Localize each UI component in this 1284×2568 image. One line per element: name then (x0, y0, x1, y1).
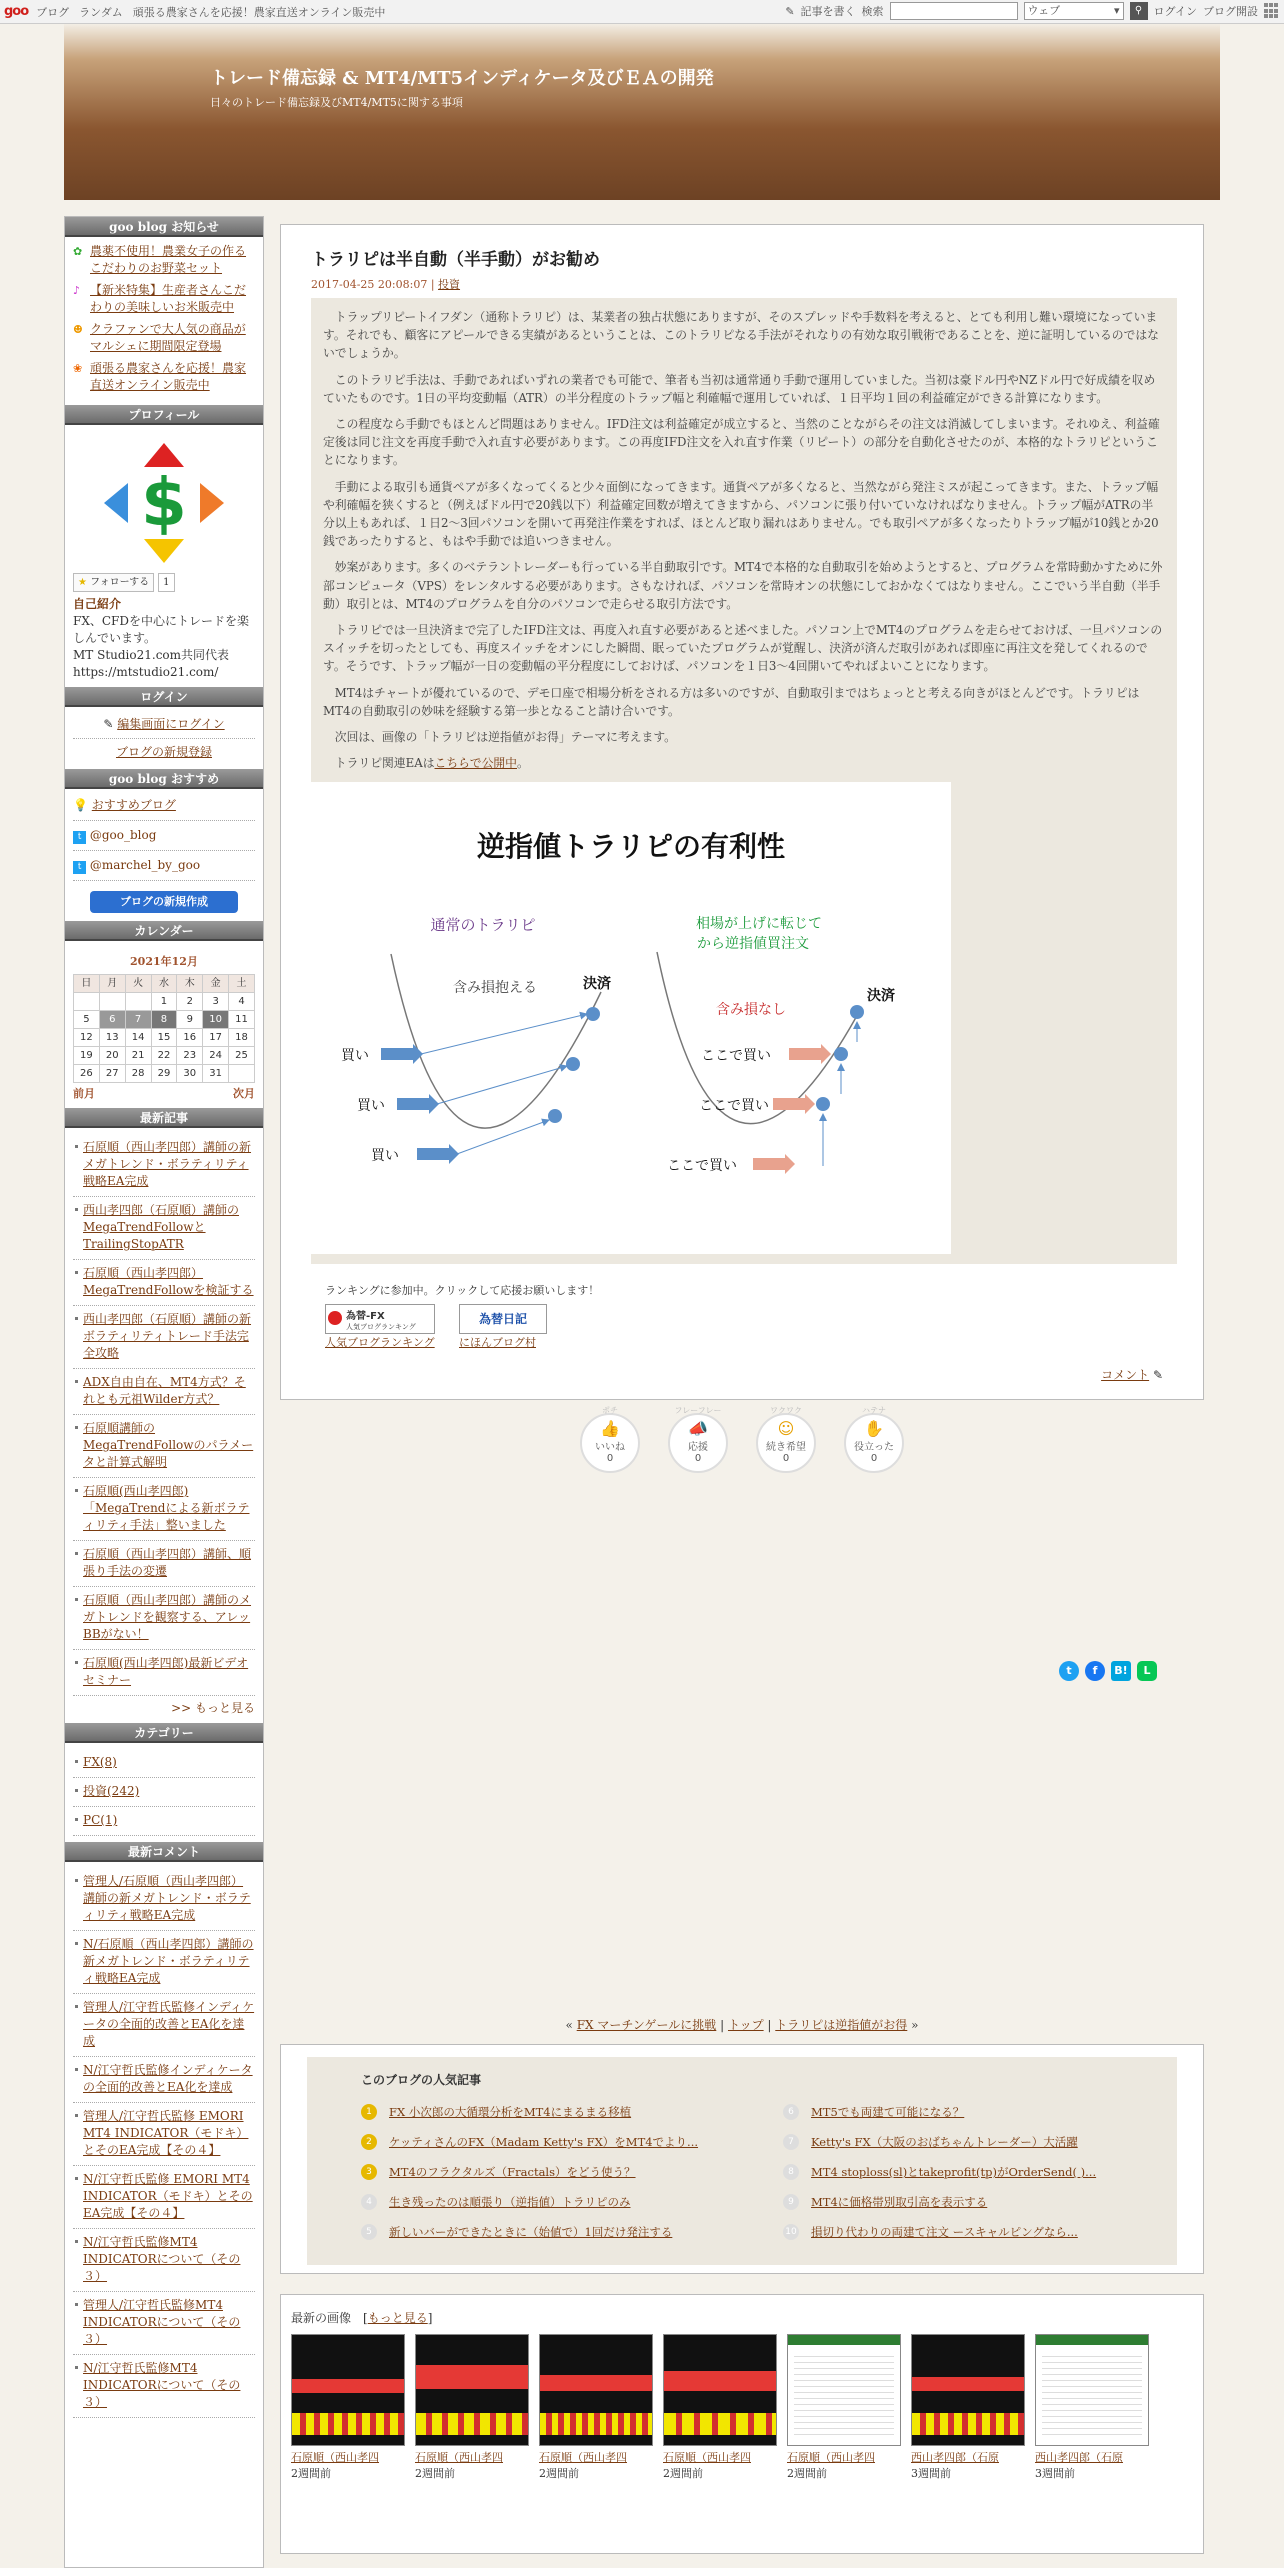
goo-blog-twitter-link[interactable]: @goo_blog (89, 828, 157, 842)
buy-arrow (381, 1048, 413, 1060)
intro-text-2: MT Studio21.com共同代表 (73, 648, 230, 662)
recent-post-link[interactable]: 石原順(西山孝四郎)最新ビデオセミナー (73, 1650, 255, 1696)
comment-link[interactable]: コメント (1101, 1368, 1150, 1383)
figure-right-head-1: 相場が上げに転じて (696, 916, 822, 933)
reaction-useful-button[interactable]: ハテナ ✋ 役立った 0 (844, 1413, 904, 1473)
comment-link[interactable]: 管理人/江守哲氏監修インディケータの全面的改善とEA化を達成 (73, 1994, 255, 2057)
category-heading: カテゴリー (65, 1723, 263, 1743)
topbar-link-random[interactable]: ランダム (79, 5, 123, 19)
intro-text-3: https://mtstudio21.com/ (73, 665, 219, 679)
svg-text:$: $ (141, 464, 187, 541)
search-input[interactable] (890, 2, 1018, 20)
settle-arrow (421, 1014, 587, 1054)
post-navigation: « FX マーチンゲールに挑戦 | トップ | トラリピは逆指値がお得 » (565, 2018, 919, 2032)
figure-buy-here-label: ここで買い (699, 1098, 769, 1115)
post-body (311, 298, 1177, 1264)
post-date: 2017-04-25 20:08:07 (311, 278, 428, 291)
blog-title[interactable]: トレード備忘録 & MT4/MT5インディケータ及びＥＡの開発 (210, 68, 714, 89)
buy-stop-arrow (789, 1048, 821, 1060)
edit-login-link[interactable]: 編集画面にログイン (117, 717, 225, 731)
notice-item[interactable]: ✿ 農薬不使用！農業女子の作るこだわりのお野菜セット (73, 244, 247, 275)
reaction-cheer-button[interactable]: フレーフレー 📣 応援 0 (668, 1413, 728, 1473)
post-figure (311, 782, 951, 1254)
recent-comments-heading: 最新コメント (65, 1842, 263, 1862)
notice-item[interactable]: ❀ 頑張る農家さんを応援！農家直送オンライン販売中 (73, 361, 247, 392)
figure-buy-label: 買い (357, 1098, 385, 1115)
recommended-blogs-link[interactable]: おすすめブログ (91, 798, 176, 812)
settle-arrow (437, 1066, 567, 1104)
settle-point (566, 1057, 580, 1071)
figure-buy-here-label: ここで買い (667, 1158, 737, 1175)
comment-link[interactable]: N/石原順（西山孝四郎）講師の新メガトレンド・ボラティリティ戦略EA完成 (73, 1931, 255, 1994)
latest-images-heading: 最新の画像 (291, 2311, 352, 2325)
open-blog-link[interactable]: ブログ開設 (1203, 5, 1258, 18)
buy-arrow (417, 1148, 449, 1160)
pencil-icon: ✎ (785, 4, 795, 18)
comment-link[interactable]: N/江守哲氏監修MT4 INDICATORについて（その３） (73, 2355, 255, 2418)
share-buttons (1059, 1661, 1157, 1681)
music-note-icon: ♪ (73, 284, 81, 297)
recent-more-link[interactable]: >> もっと見る (171, 1701, 255, 1715)
follow-count: 1 (158, 573, 174, 592)
latest-images (291, 2334, 1203, 2482)
image-thumbnail[interactable]: 石原順（西山孝四 2週間前 (787, 2334, 901, 2482)
figure-right-head-2: から逆指値買注文 (697, 936, 809, 953)
popular-post-link[interactable]: 9 MT4に価格帯別取引高を表示する (783, 2187, 1183, 2217)
main-content: トラリピは半自動（半手動）がお勧め 2017-04-25 20:08:07 | 投資 トラップリピートイフダン（通称トラリピ）は、某業者の独占状態にありますが、そのスプレッドや手数料を考えると、とても利用し難い環境になっています。それでも、顧客にアピールできる実績があるということは、このトラリピなる手法がそれなりの有効な取引戦術であることを、逆に証明しているのではないでしょうか。 このトラリピ手法は、手動であればいずれの業者でも可能で、筆者も当初は通常通り手動で運用していました。当初は豪ドル円やNZドル円で好成績を収めていたものです。1日の平均変動幅（ATR）の半分程度のトラップ幅と利確幅で運用していれば、１日平均１回の利益確定ができる計算になります。 この程度なら手動でもほとんど問題はありません。IFD注文は利益確定が成立すると、当然のことながらその注文は消滅してしまいます。それゆえ、利益確定後は同じ注文を再度手動で入れ直す必要があります。この再度IFD注文を入れ直す作業（リピート）の部分を自動化させたのが、本格的なトラリピということになります。 手動による取引も通貨ペアが多くなってくると少々面倒になってきます。通貨ペアが多くなると、当然ながら発注ミスが起こってきます。また、トラップ幅や利確幅を狭くすると（例えばドル円で20銭以下）利益確定回数が増えてきますから、パソコンに張り付いていなければなりません。トラップ幅がATRの半分以上もあれば、１日2～3回パソコンを開いて再発注作業をすれば、ほとんど取り漏れはありません。でも取引ペアが多くなったりトラップ幅が10銭とか20銭であったりすると、もはや手動では追いつきません。 妙案があります。多くのベテラントレーダーも行っている半自動取引です。MT4で本格的な自動取引を始めようとすると、プログラムを常時動かすために外部コンピュータ（VPS）をレンタルする必要があります。さもなければ、パソコンを常時オンの状態にしておかなくてはなりません。ここでいう半自動（半手動）取引とは、MT4のプログラムを自分のパソコンで走らせる取引方法です。 トラリピでは一旦決済まで完了したIFD注文は、再度入れ直す必要があると述べました。パソコン上でMT4のプログラムを走らせておけば、一旦パソコンのスイッチを切ったとしても、再度スイッチをオンにした瞬間、眠っていたプログラムが覚醒し、決済が済んだ取引があれば即座に再注文を発してくれるのです。そうです、トラップ幅が一日の変動幅の平分程度にしておけば、パソコンを１日3～4回開いてやればよいことになります。 MT4はチャートが優れているので、デモ口座で相場分析をされる方は多いのですが、自動取引まではちょっとと考える向きがほとんどです。トラリピはMT4の自動取引の妙味を経験する第一歩となること請け合いです。 次回は、画像の「トラリピは逆指値がお得」テーマに考えます。 トラリピ関連EAはこちらで公開中。 逆指値トラリピの有利性 通常のトラリピ 相場が上げに転じて から逆指値買注文 含み損抱える 含み損なし 決済 決済 買い 買い 買い ここで買い ここで買い ここで買い ランキングに参加中。クリックして応援お願いします！ 為替-FX 人気ブログランキング 人気ブログランキング 為替日記 にほんブログ村 コメント ✎ ポチ 👍 いいね 0 フレーフレー 📣 応援 0 ワクワク ☺ 続き希望 0 ハテナ ✋ 役立った 0 t f B! L « FX マーチンゲールに挑戦 | トップ | トラリピは逆指値がお得 » このブログの人気記事 1 FX 小次郎の大循環分析をMT4にまるまる移植 2 ケッティさんのFX（Madam Ketty's FX）をMT4でより... 3 MT4のフラクタルズ（Fractals）をどう使う？ 4 生き残ったのは順張り（逆指値）トラリピのみ 5 新しいバーができたときに（始値で）1回だけ発注する 6 MT5でも両建て可能になる？ 7 Ketty's FX（大阪のおばちゃんトレーダー）大活躍 8 MT4 stoploss(sl)とtakeprofit(tp)がOrderSend( )... 9 MT4に価格帯別取引高を表示する 10 損切り代わりの両建て注文 ースキャルピングなら... 最新の画像 [もっと見る] 石原順（西山孝四 2週間前 石原順（西山孝四 2週間前 石原順（西山孝四 2週間前 石原順（西山孝四 2週間前 石原順（西山孝四 2週間前 西山孝四郎（石原 3週間前 西山孝四郎（石原 3週間前 (280, 224, 1204, 1400)
goo-logo[interactable]: goo (4, 4, 29, 19)
prev-post-link[interactable]: FX マーチンゲールに挑戦 (576, 2018, 717, 2032)
reaction-more-button[interactable]: ワクワク ☺ 続き希望 0 (756, 1413, 816, 1473)
recent-post-link[interactable]: 石原順（西山孝四郎）講師、順張り手法の変遷 (73, 1541, 255, 1587)
recent-post-link[interactable]: 石原順(西山孝四郎)「MegaTrendによる新ボラティリティ手法」整いました (73, 1478, 255, 1541)
notice-item[interactable]: ♪ 【新米特集】生産者さんこだわりの美味しいお米販売中 (73, 283, 247, 314)
image-thumbnail[interactable]: 石原順（西山孝四 2週間前 (415, 2334, 529, 2482)
settle-point (586, 1007, 600, 1021)
search-scope-select[interactable]: ウェブ ▾ (1024, 2, 1124, 20)
recent-post-link[interactable]: 石原順（西山孝四郎）MegaTrendFollowを検証する (73, 1260, 255, 1306)
trap-repeat-diagram (311, 782, 951, 1254)
settle-point (548, 1109, 562, 1123)
blog-subtitle: 日々のトレード備忘録及びMT4/MT5に関する事項 (210, 96, 463, 109)
category-link[interactable]: PC(1) (73, 1807, 255, 1836)
post-ea-link-line: トラリピ関連EAはこちらで公開中。 (334, 756, 529, 771)
post-paragraph: MT4はチャートが優れているので、デモ口座で相場分析をされる方は多いのですが、自動取引まではちょっとと考える向きがほとんどです。トラリピはMT4の自動取引の妙味を経験する第一歩となること請け合いです。 (323, 685, 1140, 718)
search-label: 検索 (861, 5, 884, 18)
login-heading: ログイン (65, 687, 263, 707)
popular-post-link[interactable]: 8 MT4 stoploss(sl)とtakeprofit(tp)がOrderSend( )... (783, 2157, 1183, 2187)
recommend-heading: goo blog おすすめ (65, 769, 263, 789)
figure-buy-label: 買い (371, 1148, 399, 1165)
ea-public-link[interactable]: こちらで公開中 (434, 756, 517, 771)
topbar-link-promo[interactable]: 頑張る農家さんを応援！農家直送オンライン販売中 (132, 5, 386, 19)
popular-posts (307, 2057, 1177, 2265)
face-icon: ☻ (73, 323, 83, 336)
crown-icon: 1 (361, 2104, 377, 2120)
crown-icon: 2 (361, 2134, 377, 2150)
comment-link[interactable]: N/江守哲氏監修MT4 INDICATORについて（その３） (73, 2229, 255, 2292)
recent-post-link[interactable]: 石原順講師のMegaTrendFollowのパラメータと計算式解明 (73, 1415, 255, 1478)
figure-title: 逆指値トラリピの有利性 (476, 830, 786, 864)
next-post-link[interactable]: トラリピは逆指値がお得 (775, 2018, 908, 2032)
thumbs-up-icon: 👍 (600, 1419, 620, 1439)
calendar-month: 2021年12月 (130, 955, 198, 968)
popular-post-link[interactable]: 5 新しいバーができたときに（始値で）1回だけ発注する (361, 2217, 761, 2247)
buy-arrow (397, 1098, 429, 1110)
crown-icon: 3 (361, 2164, 377, 2180)
comment-link[interactable]: N/江守哲氏監修 EMORI MT4 INDICATOR（モドキ）とそのEA完成【その４】 (73, 2166, 255, 2229)
recent-post-link[interactable]: 石原順（西山孝四郎）講師のメガトレンドを観察する、アレッBBがない！ (73, 1587, 255, 1650)
recent-post-link[interactable]: ADX自由自在、MT4方式？それとも元祖Wilder方式？ (73, 1369, 255, 1415)
calendar-day-link[interactable]: 6 (99, 1011, 125, 1029)
notice-item[interactable]: ☻ クラファンで大人気の商品がマルシェに期間限定登場 (73, 322, 246, 353)
hatena-share-icon[interactable]: B! (1111, 1661, 1131, 1681)
twitter-icon: t (73, 831, 86, 844)
reaction-like-button[interactable]: ポチ 👍 いいね 0 (580, 1413, 640, 1473)
flower-icon: ❀ (73, 362, 83, 375)
ranking-banner-1[interactable]: 為替-FX 人気ブログランキング 人気ブログランキング (325, 1304, 435, 1350)
settle-point (834, 1047, 848, 1061)
post-title[interactable]: トラリピは半自動（半手動）がお勧め (311, 250, 600, 270)
comment-link[interactable]: 管理人/江守哲氏監修 EMORI MT4 INDICATOR（モドキ）とそのEA完成【その４】 (73, 2103, 255, 2166)
create-blog-button[interactable]: ブログの新規作成 (90, 891, 238, 913)
popular-post-link[interactable]: 6 MT5でも両建て可能になる？ (783, 2097, 1183, 2127)
post-paragraph: トラップリピートイフダン（通称トラリピ）は、某業者の独占状態にありますが、そのスプレッドや手数料を考えると、とても利用し難い環境になっています。それでも、顧客にアピールできる実績があるということは、このトラリピなる手法がそれなりの有効な取引戦術であることを、逆に証明しているのではないでしょうか。 (323, 310, 1159, 361)
intro-text: FX、CFDを中心にトレードを楽しんでいます。 (73, 614, 249, 645)
popular-post-link[interactable]: 3 MT4のフラクタルズ（Fractals）をどう使う？ (361, 2157, 761, 2187)
search-icon: ⚲ (1134, 5, 1143, 16)
blog-header (64, 24, 1220, 200)
buy-stop-arrow (773, 1098, 805, 1110)
post-paragraph: このトラリピ手法は、手動であればいずれの業者でも可能で、筆者も当初は通常通り手動で運用していました。当初は豪ドル円やNZドル円で好成績を収めていたものです。1日の平均変動幅（ATR）の半分程度のトラップ幅と利確幅で運用していれば、１日平均１回の利益確定ができる計算になります。 (323, 372, 1156, 405)
intro-heading: 自己紹介 (73, 597, 122, 611)
buy-stop-arrow (753, 1158, 785, 1170)
calendar-heading: カレンダー (65, 921, 263, 941)
twitter-share-icon[interactable]: t (1059, 1661, 1079, 1681)
clap-icon: ✋ (864, 1419, 884, 1439)
figure-settle-left: 決済 (583, 976, 611, 993)
popular-post-link[interactable]: 2 ケッティさんのFX（Madam Ketty's FX）をMT4でより... (361, 2127, 761, 2157)
ranking-badge-icon (328, 1311, 342, 1325)
line-share-icon[interactable]: L (1137, 1661, 1157, 1681)
post-paragraph: トラリピでは一旦決済まで完了したIFD注文は、再度入れ直す必要があると述べました。パソコン上でMT4のプログラムを走らせておけば、一旦パソコンのスイッチを切ったとしても、再度スイッチをオンにした瞬間、眠っていたプログラムが覚醒し、決済が済んだ取引があれば即座に再注文を発してくれるのです。そうです、トラップ幅が一日の変動幅の平分程度にしておけば、パソコンを１日3～4回開いてやればよいことになります。 (323, 623, 1163, 674)
pencil-icon: ✎ (1152, 1368, 1163, 1383)
recent-post-link[interactable]: 西山孝四郎（石原順）講師の新ボラティリティトレード手法完全攻略 (73, 1306, 255, 1369)
category-link[interactable]: FX(8) (73, 1749, 255, 1778)
image-thumbnail[interactable]: 石原順（西山孝四 2週間前 (291, 2334, 405, 2482)
topbar-link-blog[interactable]: ブログ (36, 5, 70, 19)
popular-post-link[interactable]: 4 生き残ったのは順張り（逆指値）トラリピのみ (361, 2187, 761, 2217)
post-paragraph: この程度なら手動でもほとんど問題はありません。IFD注文は利益確定が成立すると、当然のことながらその注文は消滅してしまいます。それゆえ、利益確定後は同じ注文を再度手動で入れ直す必要があります。この再度IFD注文を入れ直す作業（リピート）の部分を自動化させたのが、本格的なトラリピということになります。 (323, 417, 1160, 468)
popular-heading: このブログの人気記事 (361, 2073, 482, 2087)
images-more-link[interactable]: もっと見る (367, 2311, 428, 2325)
facebook-share-icon[interactable]: f (1085, 1661, 1105, 1681)
post-paragraph: 手動による取引も通貨ペアが多くなってくると少々面倒になってきます。通貨ペアが多くなると、当然ながら発注ミスが起こってきます。また、トラップ幅や利確幅を狭くすると（例えばドル円で20銭以下）利益確定回数が増えてきますから、パソコンに張り付いていなければなりません。トラップ幅がATRの半分以上もあれば、１日2～3回パソコンを開いて再発注作業をすれば、ほとんど取り漏れはありません。でも取引ペアが多くなったりトラップ幅が10銭とか20銭であったりすると、もはや手動では追いつきません。 (323, 479, 1159, 549)
category-link[interactable]: 投資(242) (73, 1778, 255, 1807)
bulb-icon: 💡 (73, 798, 88, 812)
figure-buy-label: 買い (341, 1048, 369, 1065)
profile-heading: プロフィール (65, 405, 263, 425)
pencil-icon: ✎ (103, 717, 114, 731)
figure-buy-here-label: ここで買い (701, 1048, 771, 1065)
sidebar (64, 216, 264, 2568)
calendar-prev-link[interactable]: 前月 (73, 1087, 95, 1100)
login-link[interactable]: ログイン (1153, 5, 1197, 18)
figure-left-note: 含み損抱える (453, 980, 537, 997)
comment-link[interactable]: 管理人/石原順（西山孝四郎）講師の新メガトレンド・ボラティリティ戦略EA完成 (73, 1868, 255, 1931)
twitter-icon: t (73, 861, 86, 874)
settle-point (816, 1097, 830, 1111)
new-blog-link[interactable]: ブログの新規登録 (115, 745, 212, 759)
post-paragraph: 次回は、画像の「トラリピは逆指値がお得」テーマに考えます。 (334, 730, 676, 745)
write-article-link[interactable]: 記事を書く (800, 5, 856, 18)
notice-heading: goo blog お知らせ (65, 217, 263, 237)
profile-image (100, 439, 228, 567)
recent-post-link[interactable]: 石原順（西山孝四郎）講師の新メガトレンド・ボラティリティ戦略EA完成 (73, 1134, 255, 1197)
figure-right-note: 含み損なし (716, 1002, 786, 1019)
figure-settle-right: 決済 (867, 988, 895, 1005)
star-icon: ★ (78, 577, 87, 588)
figure-left-head: 通常のトラリピ (430, 916, 536, 935)
calendar: 2021年12月 日 月 火 水 木 金 土 1 2 3 4 5 6 7 8 9 10 11 12 13 14 15 16 17 18 19 20 21 22 23 24 25 26 27 28 29 30 31 前月 次月 (73, 955, 255, 1100)
ranking-banner-2[interactable]: 為替日記 にほんブログ村 (459, 1304, 547, 1350)
calendar-day-link[interactable]: 7 (125, 1011, 151, 1029)
settle-point (850, 1005, 864, 1019)
clover-icon: ✿ (73, 245, 83, 258)
popular-post-link[interactable]: 10 損切り代わりの両建て注文 ースキャルピングなら... (783, 2217, 1183, 2247)
calendar-next-link[interactable]: 次月 (233, 1087, 255, 1100)
search-button[interactable] (1130, 2, 1148, 20)
post-paragraph: 妙案があります。多くのベテラントレーダーも行っている半自動取引です。MT4で本格的な自動取引を始めようとすると、プログラムを常時動かすために外部コンピュータ（VPS）をレンタルする必要があります。さもなければ、パソコンを常時オンの状態にしておかなくてはなりません。ここでいう半自動（半手動）取引とは、MT4のプログラムを自分のパソコンで走らせる取引方法です。 (323, 560, 1163, 611)
comment-link[interactable]: 管理人/江守哲氏監修MT4 INDICATORについて（その３） (73, 2292, 255, 2355)
post-meta: 2017-04-25 20:08:07 | 投資 (311, 278, 461, 291)
image-thumbnail[interactable]: 西山孝四郎（石原 3週間前 (1035, 2334, 1149, 2482)
ranking-text: ランキングに参加中。クリックして応援お願いします！ (325, 1284, 600, 1298)
popular-post-link[interactable]: 7 Ketty's FX（大阪のおばちゃんトレーダー）大活躍 (783, 2127, 1183, 2157)
excited-face-icon: ☺ (777, 1419, 795, 1439)
apps-grid-icon[interactable] (1264, 3, 1280, 19)
top-bar (0, 0, 1284, 24)
popular-post-link[interactable]: 1 FX 小次郎の大循環分析をMT4にまるまる移植 (361, 2097, 761, 2127)
reaction-buttons (281, 1406, 1203, 1473)
follow-button[interactable]: ★ フォローする (73, 573, 154, 592)
image-thumbnail[interactable]: 石原順（西山孝四 2週間前 (663, 2334, 777, 2482)
image-thumbnail[interactable]: 西山孝四郎（石原 3週間前 (911, 2334, 1025, 2482)
megaphone-icon: 📣 (688, 1419, 708, 1439)
calendar-day-link[interactable]: 8 (151, 1011, 177, 1029)
marchel-twitter-link[interactable]: @marchel_by_goo (89, 858, 201, 872)
image-thumbnail[interactable]: 石原順（西山孝四 2週間前 (539, 2334, 653, 2482)
recent-post-link[interactable]: 西山孝四郎（石原順）講師のMegaTrendFollowとTrailingStopATR (73, 1197, 255, 1260)
comment-link[interactable]: N/江守哲氏監修インディケータの全面的改善とEA化を達成 (73, 2057, 255, 2103)
top-link[interactable]: トップ (727, 2018, 764, 2032)
recent-posts-heading: 最新記事 (65, 1108, 263, 1128)
calendar-day-link[interactable]: 10 (203, 1011, 229, 1029)
post-category-link[interactable]: 投資 (438, 278, 461, 291)
